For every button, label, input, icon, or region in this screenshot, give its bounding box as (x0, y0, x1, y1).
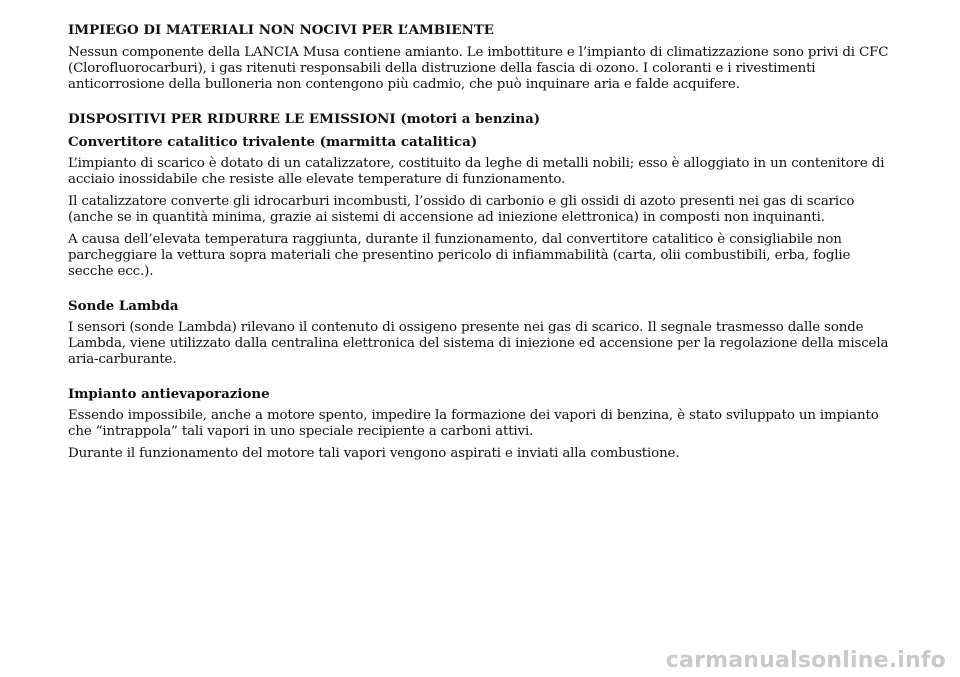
paragraph-catalytic-3: A causa dell’elevata temperatura raggiunta, durante il funzionamento, dal convertitore catalitico è consigliabile non parcheggiare la vettura sopra materiali che presentino pericolo di infiammabilità (carta, olii combustibili, erba, foglie secche ecc.). (68, 232, 851, 279)
paragraph-lambda-1: I sensori (sonde Lambda) rilevano il contenuto di ossigeno presente nei gas di scarico. Il segnale trasmesso dalle sonde Lambda, viene utilizzato dalla centralina elettronica del sistema di iniezione ed accensione per la regolazione della miscela aria-carburante. (68, 320, 889, 367)
section-materials (68, 22, 898, 93)
subsection-lambda-probes (68, 298, 898, 368)
manual-page (68, 22, 898, 468)
subsection-title-evaporation: Impianto antievaporazione (68, 386, 270, 402)
paragraph-catalytic-2: Il catalizzatore converte gli idrocarburi incombusti, l’ossido di carbonio e gli ossidi di azoto presenti nei gas di scarico (anche se in quantità minima, grazie ai sistemi di accensione ad iniezione elettronica) in composti non inquinanti. (68, 194, 855, 225)
subsection-title-catalytic-converter: Convertitore catalitico trivalente (marmitta catalitica) (68, 134, 478, 150)
section-title-materials: IMPIEGO DI MATERIALI NON NOCIVI PER L’AMBIENTE (68, 22, 494, 38)
paragraph-evaporation-1: Essendo impossibile, anche a motore spento, impedire la formazione dei vapori di benzina, è stato sviluppato un impianto che “intrappola” tali vapori in uno speciale recipiente a carboni attivi. (68, 408, 879, 439)
subsection-catalytic-converter (68, 134, 898, 280)
section-title-emissions: DISPOSITIVI PER RIDURRE LE EMISSIONI (motori a benzina) (68, 111, 541, 127)
section-emissions (68, 111, 898, 462)
subsection-spacer (68, 374, 898, 386)
subsection-spacer (68, 286, 898, 298)
paragraph-materials: Nessun componente della LANCIA Musa contiene amianto. Le imbottiture e l’impianto di climatizzazione sono privi di CFC (Clorofluorocarburi), i gas ritenuti responsabili della distruzione della fascia di ozono. I coloranti e i rivestimenti anticorrosione della bulloneria non contengono più cadmio, che può inquinare aria e falde acquifere. (68, 45, 889, 92)
subsection-title-lambda-probes: Sonde Lambda (68, 298, 179, 314)
subsection-evaporation (68, 386, 898, 462)
watermark: carmanualsonline.info (665, 648, 946, 673)
paragraph-catalytic-1: L’impianto di scarico è dotato di un catalizzatore, costituito da leghe di metalli nobili; esso è alloggiato in un contenitore di acciaio inossidabile che resiste alle elevate temperature di funzionamento. (68, 156, 885, 187)
section-spacer (68, 99, 898, 111)
paragraph-evaporation-2: Durante il funzionamento del motore tali vapori vengono aspirati e inviati alla combustione. (68, 446, 680, 461)
